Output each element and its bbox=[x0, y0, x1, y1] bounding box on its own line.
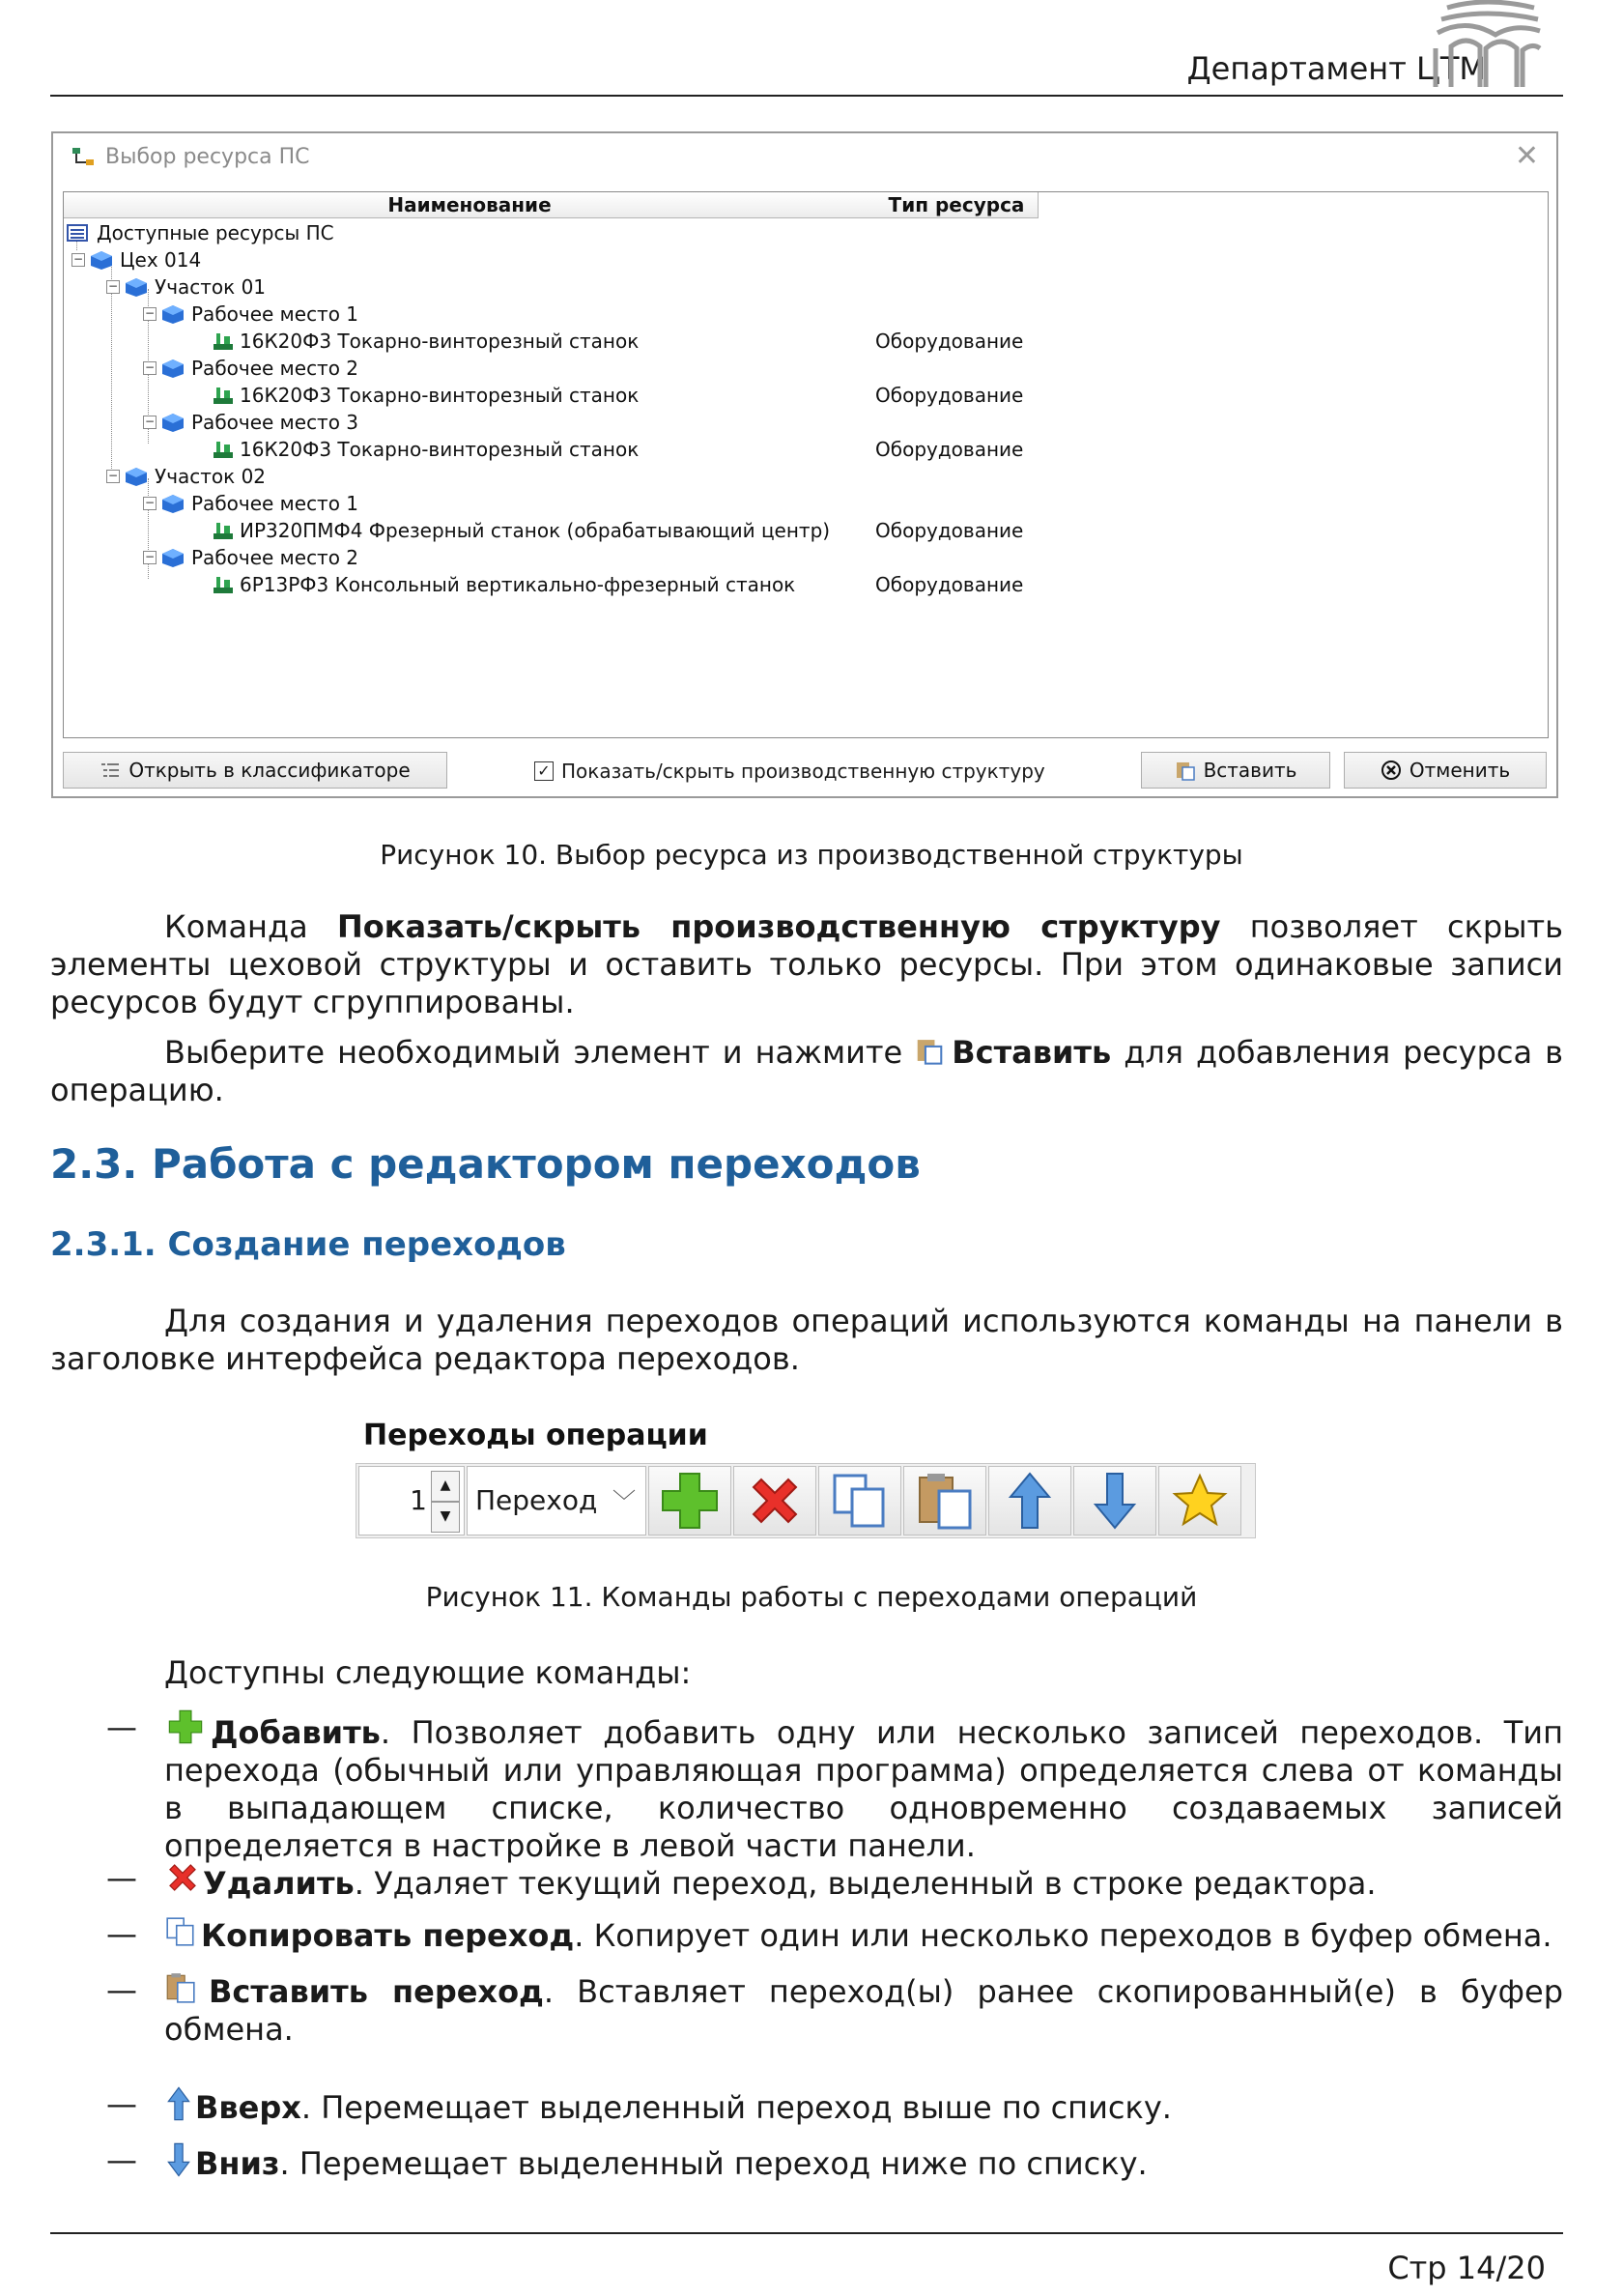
list-dash: — bbox=[106, 1915, 137, 1952]
tree-row[interactable]: − Рабочее место 1 bbox=[144, 492, 359, 515]
arrow-up-icon bbox=[999, 1470, 1061, 1532]
list-dash: — bbox=[106, 1708, 137, 1745]
resource-tree[interactable] bbox=[63, 191, 1549, 738]
collapse-icon[interactable]: − bbox=[107, 279, 119, 293]
cube-icon bbox=[160, 493, 185, 514]
machine-icon bbox=[213, 330, 234, 352]
show-hide-structure-checkbox[interactable]: ✓ Показать/скрыть производственную структуру bbox=[534, 760, 1045, 783]
collapse-icon[interactable]: − bbox=[144, 415, 156, 428]
department-logo-icon bbox=[1428, 0, 1546, 89]
cube-icon bbox=[160, 547, 185, 568]
transition-type-value: Переход bbox=[475, 1484, 598, 1516]
list-item: — Вниз. Перемещает выделенный переход ниже по списку. bbox=[106, 2141, 1148, 2182]
tree-row[interactable]: 16К20Ф3 Токарно-винторезный станок bbox=[213, 328, 639, 355]
copy-icon bbox=[164, 1915, 197, 1948]
resource-type: Оборудование bbox=[875, 519, 1024, 542]
list-dash: — bbox=[106, 2085, 137, 2122]
insert-button[interactable]: Вставить bbox=[1141, 752, 1330, 789]
tree-row[interactable]: − Рабочее место 3 bbox=[144, 411, 359, 434]
paragraph-show-hide: Команда Показать/скрыть производственную структуру позволяет скрыть элементы цеховой структуры и оставить только ресурсы. При этом одинаковые записи ресурсов будут сгруппированы. bbox=[50, 908, 1563, 1020]
check-icon[interactable]: ✓ bbox=[534, 761, 554, 781]
list-item: — Вставить переход. Вставляет переход(ы) ранее скопированный(е) в буфер обмена. bbox=[106, 1971, 1564, 2048]
resource-type: Оборудование bbox=[875, 573, 1024, 596]
subsection-heading: 2.3.1. Создание переходов bbox=[50, 1225, 566, 1264]
arrow-down-icon bbox=[1084, 1470, 1146, 1532]
collapse-icon[interactable]: − bbox=[144, 550, 156, 563]
cube-icon bbox=[160, 358, 185, 379]
tree-row[interactable]: − Участок 01 bbox=[107, 275, 267, 299]
paste-button[interactable] bbox=[903, 1466, 986, 1535]
dialog-title: Выбор ресурса ПС bbox=[105, 145, 310, 169]
resource-type: Оборудование bbox=[875, 384, 1024, 407]
resource-type: Оборудование bbox=[875, 438, 1024, 461]
tree-app-icon bbox=[71, 146, 98, 169]
cancel-button[interactable]: Отменить bbox=[1344, 752, 1547, 789]
tree-row[interactable]: − Цех 014 bbox=[72, 248, 202, 272]
copy-button[interactable] bbox=[818, 1466, 901, 1535]
cube-icon bbox=[124, 466, 149, 487]
cube-icon bbox=[160, 412, 185, 433]
collapse-icon[interactable]: − bbox=[144, 360, 156, 374]
delete-icon bbox=[164, 1859, 201, 1896]
column-header-type[interactable]: Тип ресурса bbox=[875, 192, 1039, 218]
delete-icon bbox=[744, 1470, 806, 1532]
collapse-icon[interactable]: − bbox=[144, 306, 156, 320]
collapse-icon[interactable]: − bbox=[72, 252, 84, 266]
move-up-button[interactable] bbox=[988, 1466, 1071, 1535]
page-number: Стр 14/20 bbox=[1387, 2250, 1546, 2286]
arrow-down-icon bbox=[164, 2141, 193, 2178]
column-header-name[interactable]: Наименование bbox=[64, 192, 876, 218]
machine-icon bbox=[213, 520, 234, 541]
paste-icon bbox=[914, 1470, 976, 1532]
header-rule bbox=[50, 95, 1563, 97]
transitions-toolbar bbox=[356, 1463, 1256, 1538]
plus-icon bbox=[164, 1708, 207, 1745]
list-dash: — bbox=[106, 2141, 137, 2178]
plus-icon bbox=[659, 1470, 721, 1532]
list-item: — Удалить. Удаляет текущий переход, выделенный в строке редактора. bbox=[106, 1859, 1377, 1902]
list-item: — Копировать переход. Копирует один или несколько переходов в буфер обмена. bbox=[106, 1915, 1552, 1954]
count-value: 1 bbox=[410, 1484, 427, 1516]
chevron-down-icon: ﹀ bbox=[612, 1488, 636, 1515]
star-icon bbox=[1169, 1470, 1231, 1532]
machine-icon bbox=[213, 574, 234, 595]
paste-icon bbox=[915, 1036, 944, 1065]
paste-icon bbox=[1175, 760, 1196, 781]
transition-type-select[interactable] bbox=[467, 1466, 646, 1535]
classifier-icon bbox=[100, 761, 121, 779]
tree-row[interactable]: 6Р13РФ3 Консольный вертикально-фрезерный станок bbox=[213, 571, 795, 598]
list-dash: — bbox=[106, 1971, 137, 2008]
tree-row[interactable]: 16К20Ф3 Токарно-винторезный станок bbox=[213, 436, 639, 463]
cube-icon bbox=[124, 276, 149, 298]
tree-row[interactable]: − Рабочее место 2 bbox=[144, 546, 359, 569]
list-dash: — bbox=[106, 1859, 137, 1896]
cube-icon bbox=[160, 303, 185, 325]
paragraph-insert: Выберите необходимый элемент и нажмите Вставить для добавления ресурса в операцию. bbox=[50, 1034, 1563, 1108]
cancel-icon bbox=[1381, 760, 1402, 781]
collapse-icon[interactable]: − bbox=[107, 469, 119, 482]
close-icon[interactable]: ✕ bbox=[1514, 139, 1539, 173]
dialog-titlebar bbox=[71, 145, 310, 169]
copy-icon bbox=[829, 1470, 891, 1532]
figure-11-caption: Рисунок 11. Команды работы с переходами операций bbox=[425, 1581, 1198, 1613]
resource-type: Оборудование bbox=[875, 330, 1024, 353]
header-department: Департамент ЦТМ bbox=[1186, 50, 1486, 87]
cube-icon bbox=[89, 249, 114, 271]
machine-icon bbox=[213, 439, 234, 460]
tree-row[interactable]: 16К20Ф3 Токарно-винторезный станок bbox=[213, 382, 639, 409]
machine-icon bbox=[213, 385, 234, 406]
spin-down-icon[interactable]: ▼ bbox=[431, 1502, 460, 1533]
list-item: — Добавить. Позволяет добавить одну или несколько записей переходов. Тип перехода (обычный или управляющая программа) определяется слева от команды в выпадающем списке, количество одновременно создаваемых записей определяется в настройке в левой части панели. bbox=[106, 1708, 1563, 1864]
toolbar-title: Переходы операции bbox=[363, 1419, 708, 1452]
tree-row[interactable]: − Участок 02 bbox=[107, 465, 267, 488]
tree-row-root[interactable]: Доступные ресурсы ПС bbox=[66, 219, 334, 246]
count-spinner[interactable] bbox=[358, 1466, 465, 1535]
arrow-up-icon bbox=[164, 2085, 193, 2122]
favorite-button[interactable] bbox=[1158, 1466, 1241, 1535]
tree-row[interactable]: − Рабочее место 1 bbox=[144, 302, 359, 326]
list-icon bbox=[66, 222, 91, 244]
move-down-button[interactable] bbox=[1073, 1466, 1156, 1535]
section-heading: 2.3. Работа с редактором переходов bbox=[50, 1140, 921, 1188]
figure-10-caption: Рисунок 10. Выбор ресурса из производственной структуры bbox=[380, 839, 1243, 871]
tree-row[interactable]: ИР320ПМФ4 Фрезерный станок (обрабатывающий центр) bbox=[213, 517, 830, 544]
add-button[interactable] bbox=[648, 1466, 731, 1535]
commands-intro: Доступны следующие команды: bbox=[164, 1654, 692, 1691]
list-item: — Вверх. Перемещает выделенный переход выше по списку. bbox=[106, 2085, 1172, 2126]
resource-select-dialog bbox=[51, 131, 1558, 798]
paste-icon bbox=[164, 1971, 197, 2004]
delete-button[interactable] bbox=[733, 1466, 816, 1535]
open-classifier-button[interactable]: Открыть в классификаторе bbox=[63, 752, 447, 789]
footer-rule bbox=[50, 2232, 1563, 2234]
collapse-icon[interactable]: − bbox=[144, 496, 156, 509]
paragraph-transitions: Для создания и удаления переходов операций используются команды на панели в заголовке интерфейса редактора переходов. bbox=[50, 1303, 1563, 1377]
spin-up-icon[interactable]: ▲ bbox=[431, 1471, 460, 1502]
tree-row[interactable]: − Рабочее место 2 bbox=[144, 357, 359, 380]
